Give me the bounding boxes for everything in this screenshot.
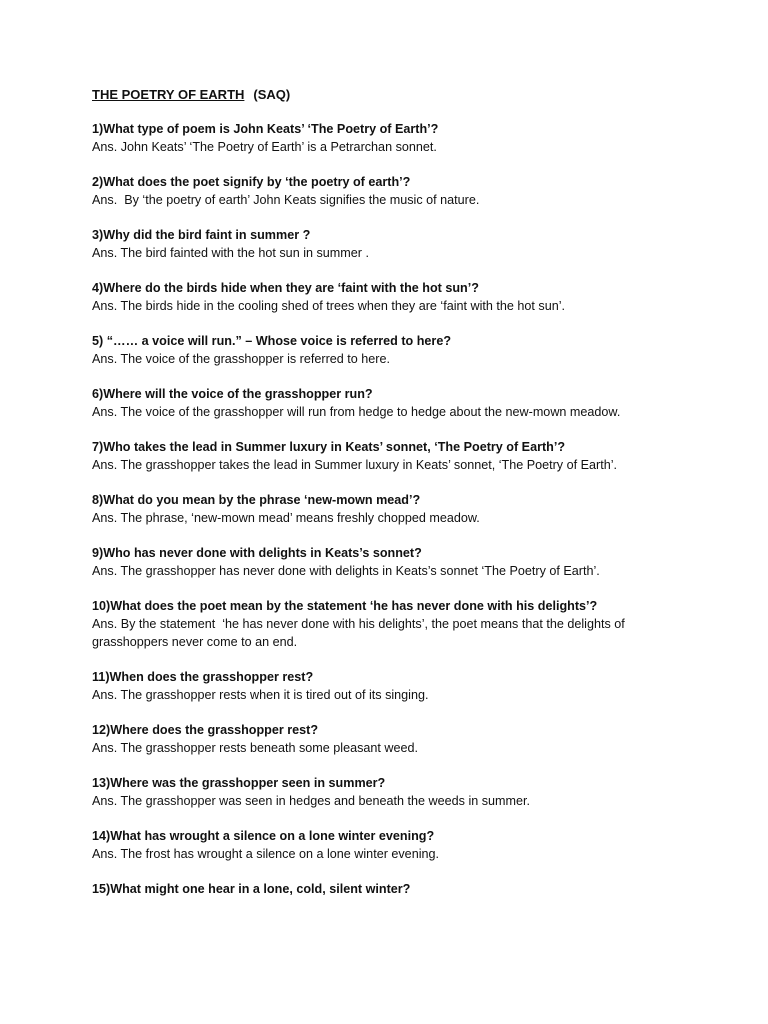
answer-11: Ans. The grasshopper rests when it is tired out of its singing. <box>92 688 429 702</box>
answer-10: Ans. By the statement ‘he has never done with his delights’, the poet means that the delights of grasshoppers never come to an end. <box>92 617 629 649</box>
qa-item-7 <box>92 438 692 474</box>
answer-6: Ans. The voice of the grasshopper will run from hedge to hedge about the new-mown meadow. <box>92 405 621 419</box>
answer-9: Ans. The grasshopper has never done with delights in Keats’s sonnet ‘The Poetry of Earth’. <box>92 564 600 578</box>
question-4: 4)Where do the birds hide when they are ‘faint with the hot sun’? <box>92 281 479 295</box>
qa-item-5 <box>92 332 692 368</box>
document-page <box>92 86 692 915</box>
qa-item-2 <box>92 173 692 209</box>
answer-3: Ans. The bird fainted with the hot sun in summer . <box>92 246 369 260</box>
title-tag: (SAQ) <box>253 87 291 102</box>
question-13: 13)Where was the grasshopper seen in summer? <box>92 776 386 790</box>
question-1: 1)What type of poem is John Keats’ ‘The Poetry of Earth’? <box>92 122 439 136</box>
question-11: 11)When does the grasshopper rest? <box>92 670 314 684</box>
question-6: 6)Where will the voice of the grasshopper run? <box>92 387 373 401</box>
answer-8: Ans. The phrase, ‘new-mown mead’ means freshly chopped meadow. <box>92 511 480 525</box>
question-8: 8)What do you mean by the phrase ‘new-mown mead’? <box>92 493 421 507</box>
question-5: 5) “…… a voice will run.” – Whose voice is referred to here? <box>92 334 452 348</box>
qa-item-6 <box>92 385 692 421</box>
answer-7: Ans. The grasshopper takes the lead in Summer luxury in Keats’ sonnet, ‘The Poetry of Earth’. <box>92 458 618 472</box>
question-7: 7)Who takes the lead in Summer luxury in Keats’ sonnet, ‘The Poetry of Earth’? <box>92 440 566 454</box>
qa-item-14 <box>92 827 692 863</box>
answer-5: Ans. The voice of the grasshopper is referred to here. <box>92 352 390 366</box>
question-2: 2)What does the poet signify by ‘the poetry of earth’? <box>92 175 411 189</box>
answer-4: Ans. The birds hide in the cooling shed of trees when they are ‘faint with the hot sun’. <box>92 299 566 313</box>
qa-item-12 <box>92 721 692 757</box>
question-10: 10)What does the poet mean by the statement ‘he has never done with his delights’? <box>92 599 598 613</box>
answer-13: Ans. The grasshopper was seen in hedges and beneath the weeds in summer. <box>92 794 531 808</box>
question-12: 12)Where does the grasshopper rest? <box>92 723 319 737</box>
qa-item-1 <box>92 120 692 156</box>
qa-item-10 <box>92 597 692 651</box>
answer-12: Ans. The grasshopper rests beneath some pleasant weed. <box>92 741 419 755</box>
question-3: 3)Why did the bird faint in summer ? <box>92 228 311 242</box>
answer-14: Ans. The frost has wrought a silence on a lone winter evening. <box>92 847 439 861</box>
answer-2: Ans. By ‘the poetry of earth’ John Keats signifies the music of nature. <box>92 193 480 207</box>
title-text: THE POETRY OF EARTH <box>92 87 245 102</box>
qa-item-13 <box>92 774 692 810</box>
qa-item-4 <box>92 279 692 315</box>
question-15: 15)What might one hear in a lone, cold, silent winter? <box>92 882 411 896</box>
qa-item-9 <box>92 544 692 580</box>
qa-item-3 <box>92 226 692 262</box>
question-14: 14)What has wrought a silence on a lone winter evening? <box>92 829 435 843</box>
qa-item-11 <box>92 668 692 704</box>
question-9: 9)Who has never done with delights in Keats’s sonnet? <box>92 546 422 560</box>
document-title <box>92 86 692 104</box>
qa-item-15 <box>92 880 692 898</box>
qa-item-8 <box>92 491 692 527</box>
answer-1: Ans. John Keats’ ‘The Poetry of Earth’ is a Petrarchan sonnet. <box>92 140 437 154</box>
